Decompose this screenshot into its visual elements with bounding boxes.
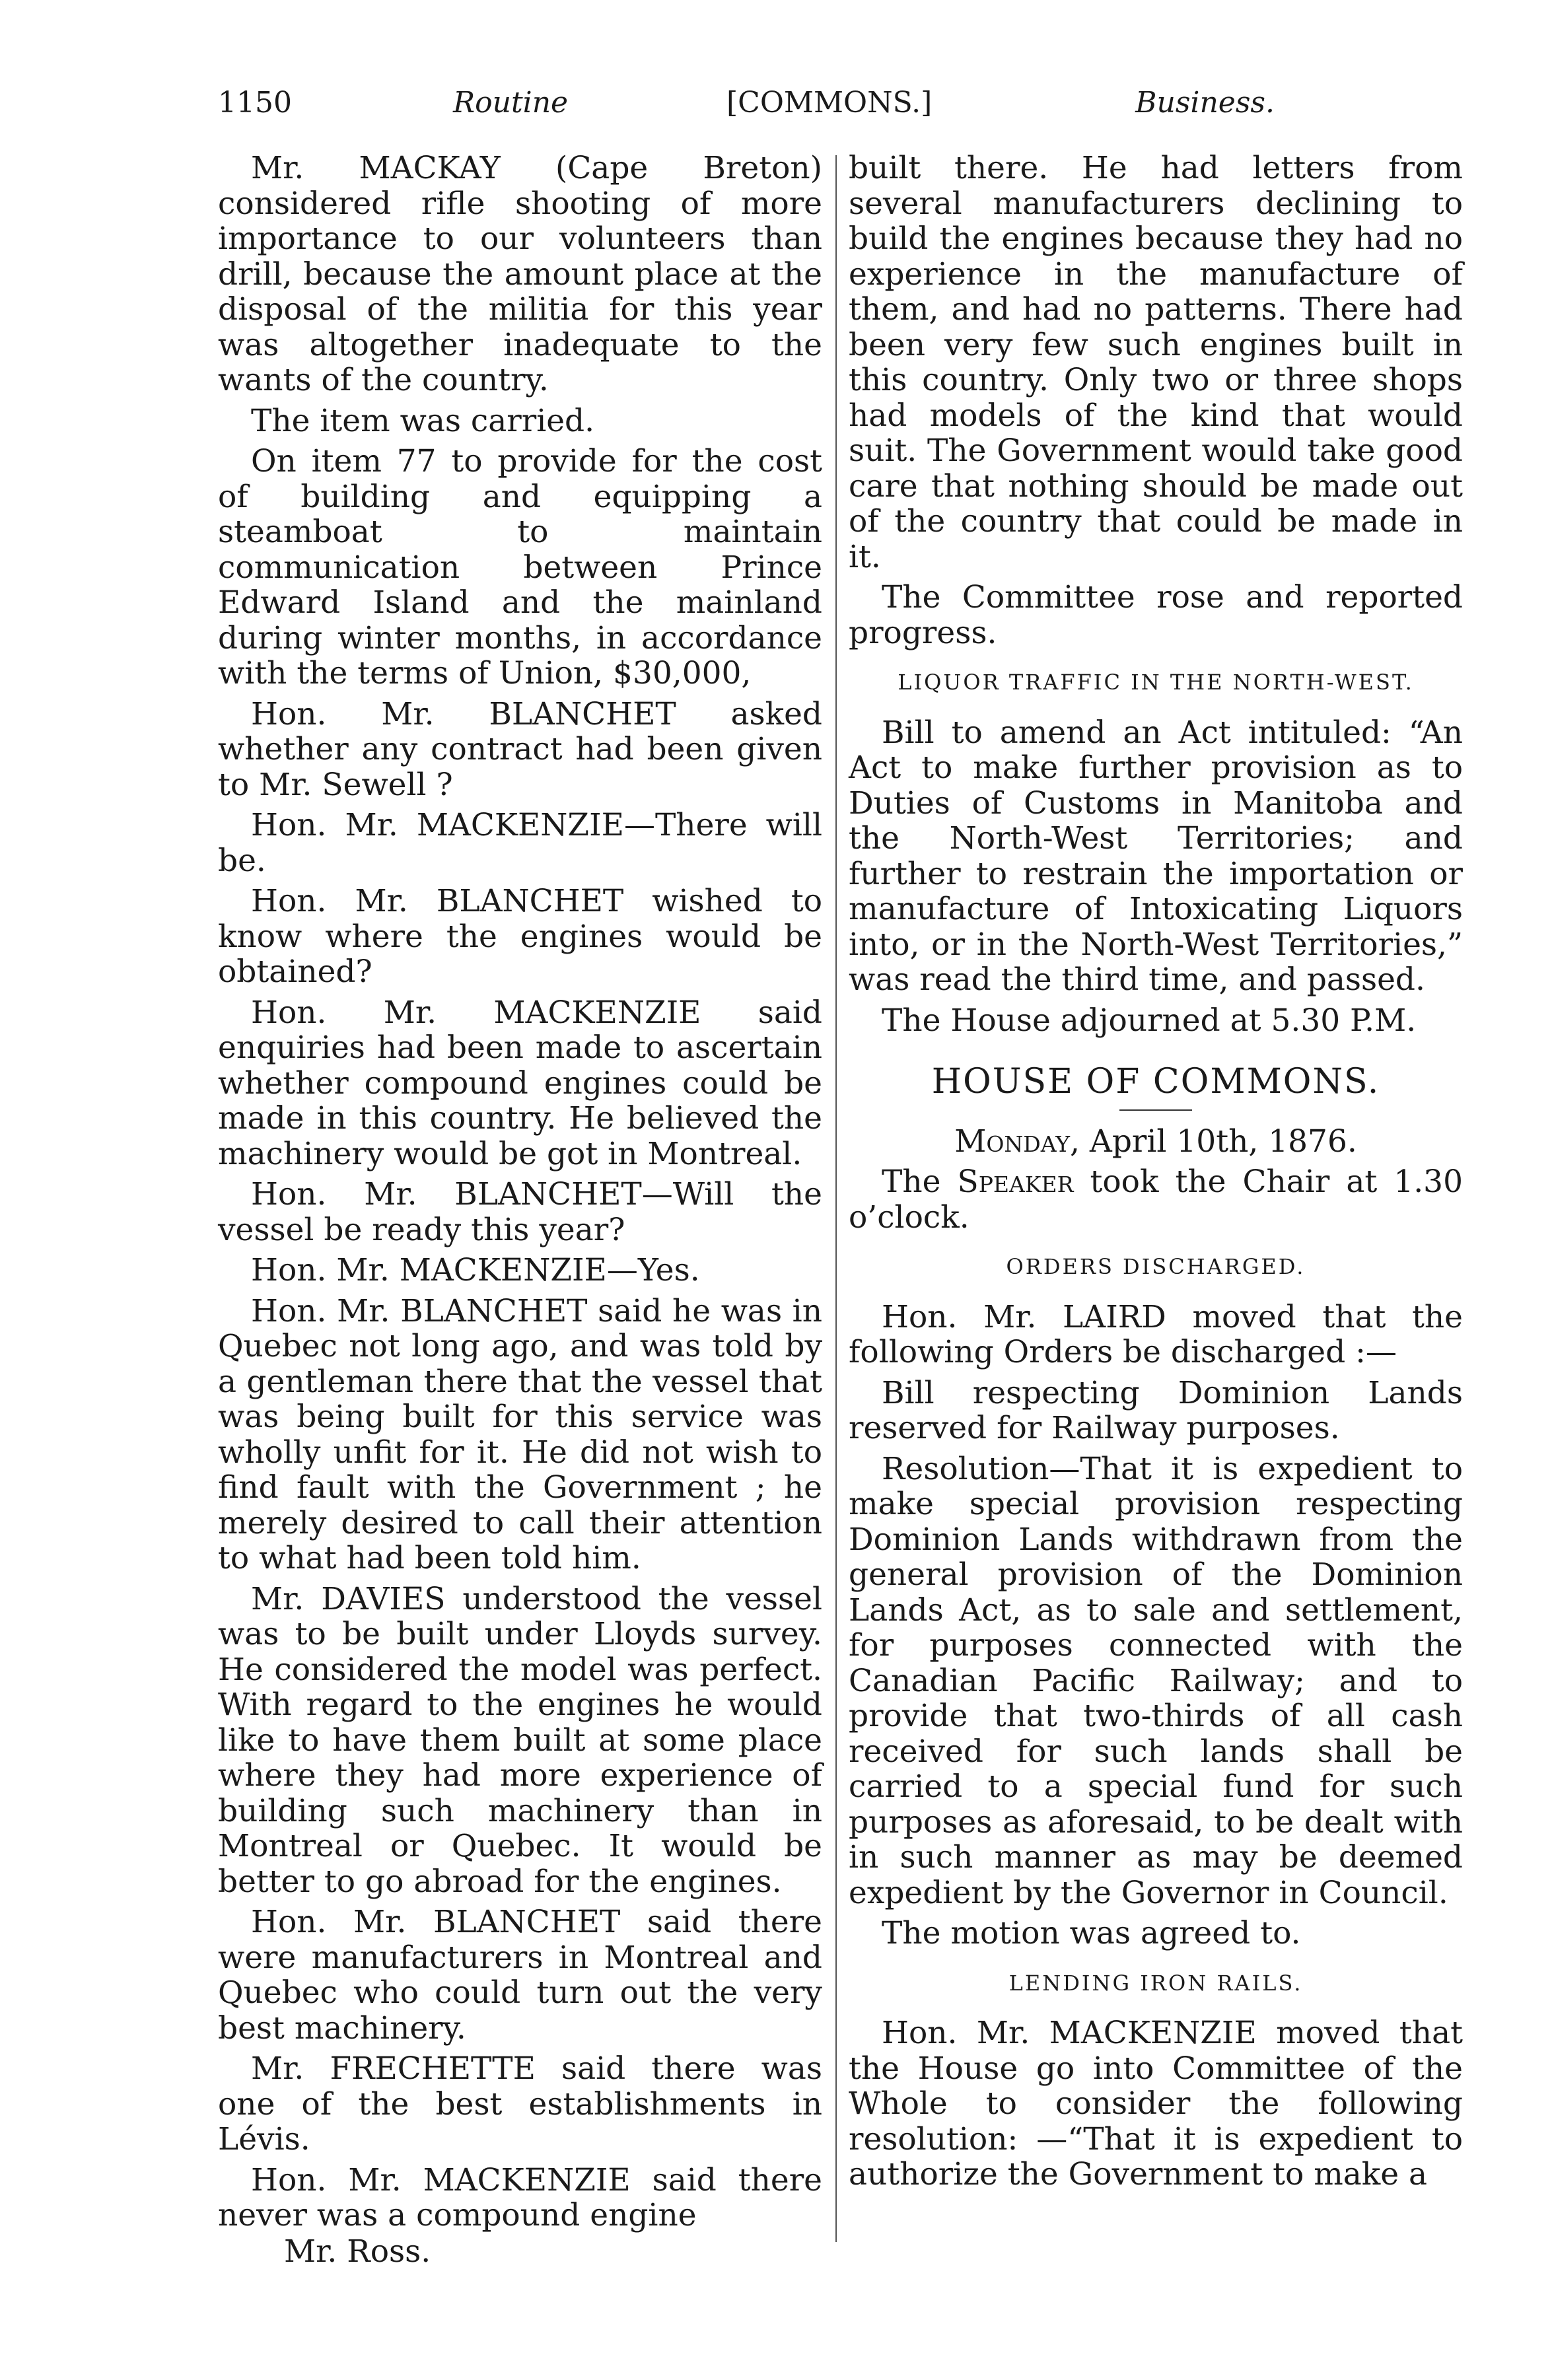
paragraph [849, 1164, 1463, 1235]
header-center-title: [COMMONS.] [726, 86, 933, 120]
header-right-title: Business. [1135, 86, 1275, 120]
paragraph: Mr. FRECHETTE said there was one of the best establishments in Lévis. [218, 2050, 822, 2157]
paragraph: Mr. DAVIES understood the vessel was to be built under Lloyds survey. He considered the model was perfect. With regard to the engines he would like to have them built at some place where they had more experience of building such machinery than in Montreal or Quebec. It would be better to go abroad for the engines. [218, 1580, 822, 1900]
paragraph: The item was carried. [251, 402, 595, 439]
header-left-title: Routine [453, 86, 569, 120]
paragraph: Hon. Mr. MACKENZIE said there never was a compound engine [218, 2161, 822, 2233]
speaker-word: Speaker [957, 1164, 1074, 1200]
paragraph: The Committee rose and reported progress. [849, 579, 1463, 651]
paragraph: Hon. Mr. BLANCHET asked whether any contract had been given to Mr. Sewell ? [218, 695, 822, 803]
speaker-post: took the Chair at 1.30 o’clock. [849, 1164, 1463, 1236]
section-heading-liquor: LIQUOR TRAFFIC IN THE NORTH-WEST. [898, 670, 1414, 695]
house-heading: HOUSE OF COMMONS. [931, 1062, 1380, 1102]
paragraph: Mr. MACKAY (Cape Breton) considered rifle shooting of more importance to our volunteers than drill, because the amount place at the disposal of the militia for this year was altogether inadequate to the wants of the country. [218, 150, 822, 398]
date-rest: April 10th, 1876. [1089, 1123, 1357, 1160]
speaker-pre: The [882, 1164, 941, 1200]
running-header [218, 86, 1275, 132]
column-divider [835, 155, 837, 2242]
paragraph: The motion was agreed to. [882, 1915, 1301, 1951]
paragraph: Hon. Mr. BLANCHET said he was in Quebec not long ago, and was told by a gentleman there that the vessel that was being built for this service was wholly unfit for it. He did not wish to find fault with the Government ; he merely desired to call their attention to what had been told him. [218, 1292, 822, 1576]
paragraph: Hon. Mr. LAIRD moved that the following Orders be discharged :— [849, 1298, 1463, 1370]
left-column [218, 151, 822, 2239]
section-heading-orders: ORDERS DISCHARGED. [1006, 1254, 1306, 1279]
paragraph: Hon. Mr. BLANCHET wished to know where the engines would be obtained? [218, 883, 822, 990]
date-day: Monday, [954, 1123, 1080, 1160]
right-column [849, 151, 1463, 2198]
paragraph: On item 77 to provide for the cost of building and equipping a steamboat to maintain communication between Prince Edward Island and the mainland during winter months, in accordance with the terms of Union, $30,000, [218, 443, 822, 691]
paragraph: Resolution—That it is expedient to make special provision respecting Dominion Lands withdrawn from the general provision of the Dominion Lands Act, as to sale and settlement, for purposes connected with the Canadian Pacific Railway; and to provide that two-thirds of all cash received for such lands shall be carried to a special fund for such purposes as aforesaid, to be dealt with in such manner as may be deemed expedient by the Governor in Council. [849, 1450, 1463, 1911]
footer-signature: Mr. Ross. [284, 2233, 431, 2270]
paragraph: Bill respecting Dominion Lands reserved for Railway purposes. [849, 1374, 1463, 1446]
paragraph: Hon. Mr. BLANCHET—Will the vessel be ready this year? [218, 1176, 822, 1248]
paragraph: The House adjourned at 5.30 P.M. [882, 1002, 1417, 1039]
paragraph: Hon. Mr. MACKENZIE—There will be. [218, 807, 822, 879]
paragraph: Hon. Mr. MACKENZIE moved that the House go into Committee of the Whole to consider the following resolution: —“That it is expedient to authorize the Government to make a [849, 2015, 1463, 2192]
heading-rule [1119, 1109, 1192, 1111]
paragraph: Hon. Mr. BLANCHET said there were manufacturers in Montreal and Quebec who could turn out the very best machinery. [218, 1904, 822, 2047]
section-heading-lending: LENDING IRON RAILS. [1008, 1970, 1303, 1996]
date-line [849, 1124, 1463, 1160]
paragraph: Hon. Mr. MACKENZIE said enquiries had been made to ascertain whether compound engines could be made in this country. He believed the machinery would be got in Montreal. [218, 994, 822, 1172]
paragraph-continuation: built there. He had letters from several manufacturers declining to build the engines because they had no experience in the manufacture of them, and had no patterns. There had been very few such engines built in this country. Only two or three shops had models of the kind that would suit. The Government would take good care that nothing should be made out of the country that could be made in it. [849, 150, 1463, 575]
page-number: 1150 [218, 86, 292, 120]
paragraph: Bill to amend an Act intituled: “An Act to make further provision as to Duties of Customs in Manitoba and the North-West Territories; and further to restrain the importation or manufacture of Intoxicating Liquors into, or in the North-West Territories,” was read the third time, and passed. [849, 714, 1463, 998]
paragraph: Hon. Mr. MACKENZIE—Yes. [251, 1252, 700, 1288]
